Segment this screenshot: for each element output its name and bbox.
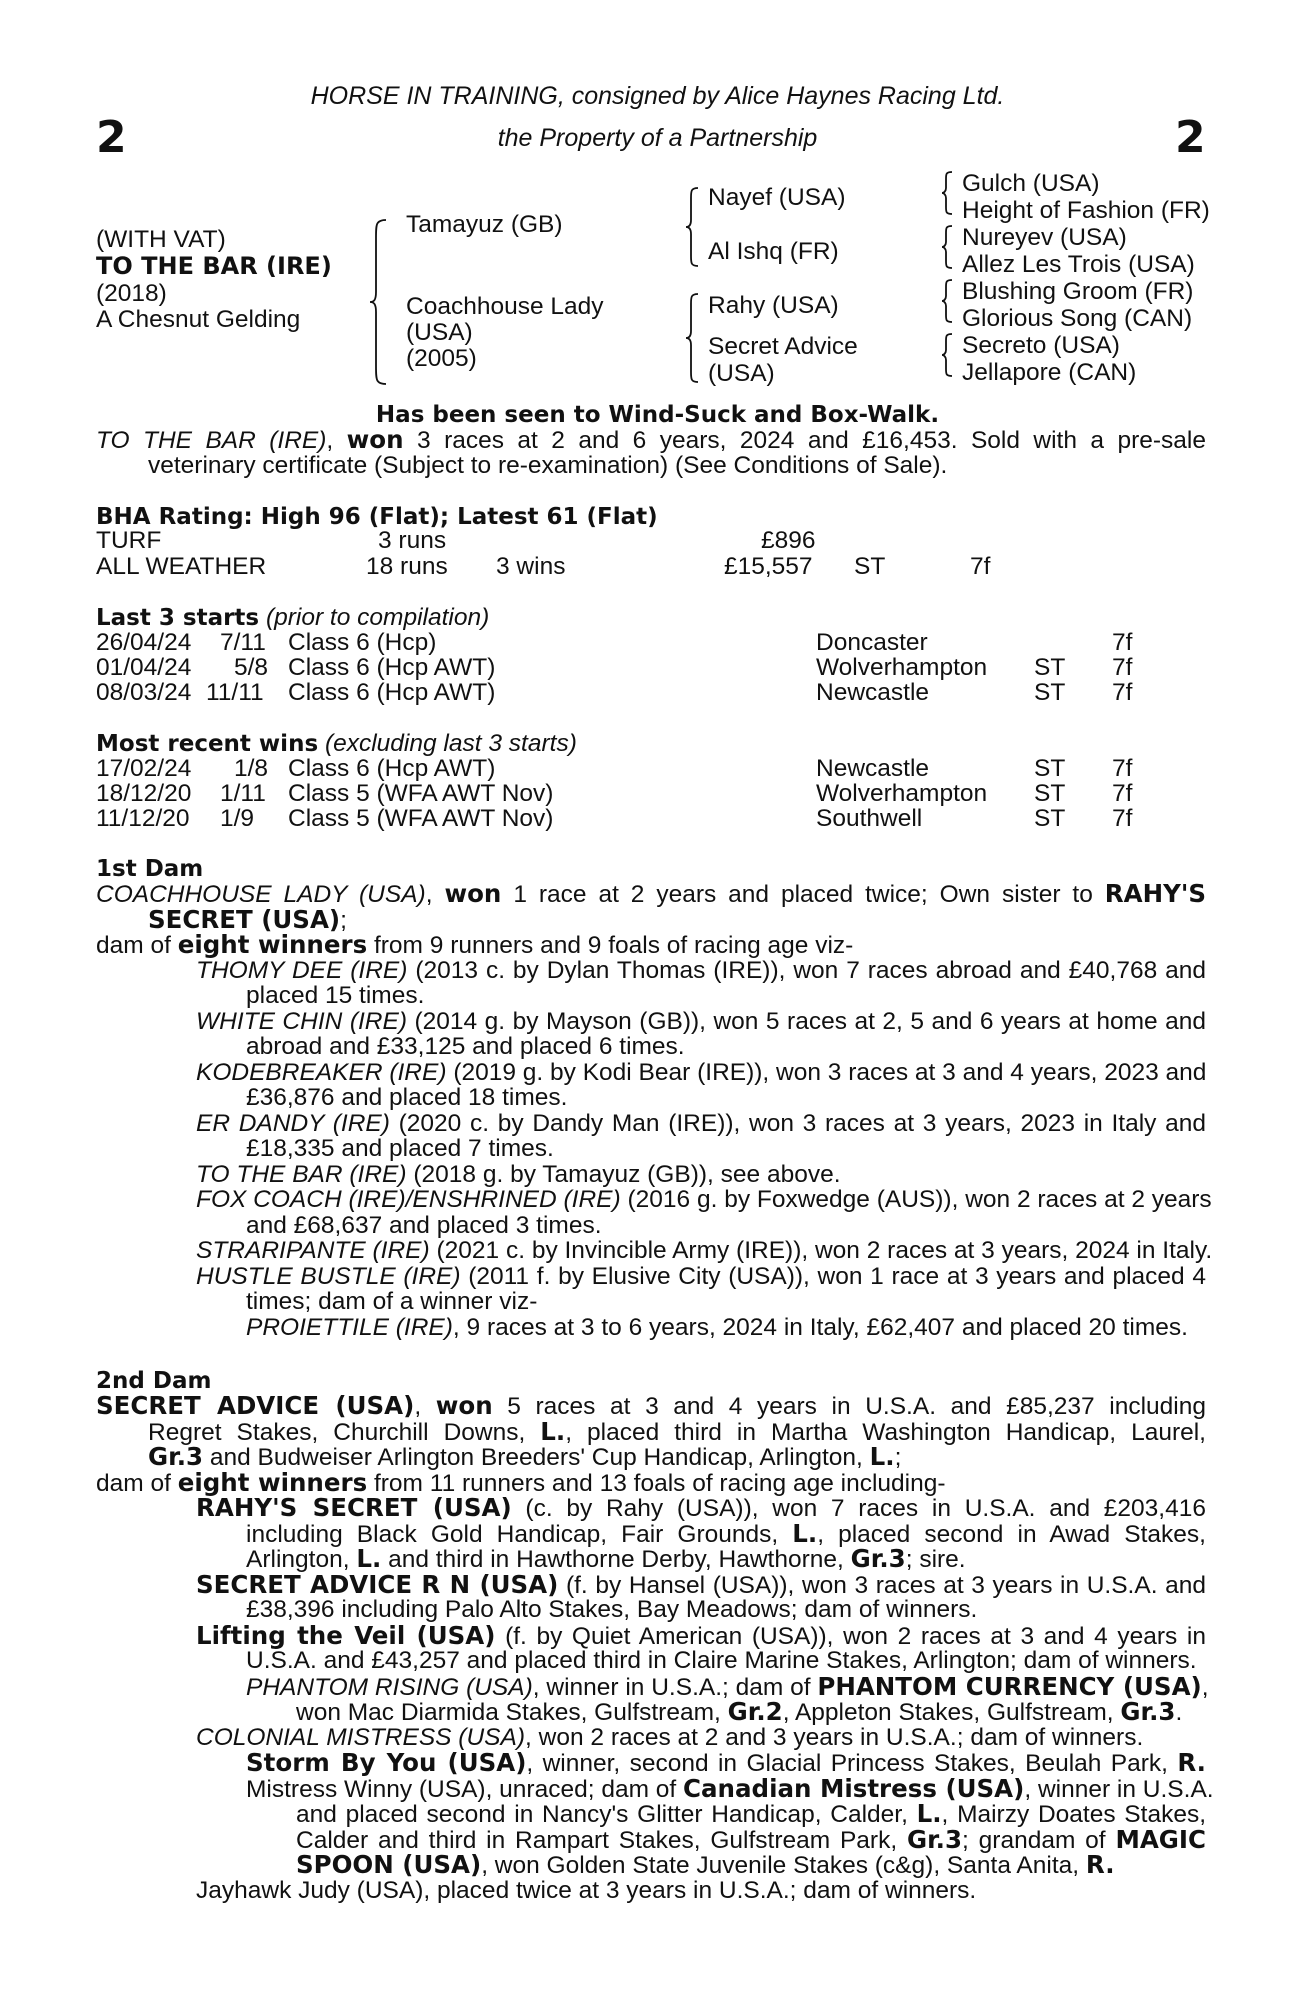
- progeny-line: [96, 1569, 1206, 1599]
- winners-count: eight winners: [177, 1467, 368, 1497]
- progeny-line: [96, 1620, 1206, 1650]
- listed-badge: L.: [869, 1442, 895, 1471]
- race-class: Class 5 (WFA AWT Nov): [288, 805, 554, 832]
- race-date: 26/04/24: [96, 629, 192, 656]
- pedigree-dam-line3: (2005): [406, 345, 477, 372]
- race-position: 1/9: [220, 805, 255, 832]
- text: (c. by Rahy (USA)), won 7 races in U.S.A. and £203,416: [525, 1495, 1206, 1522]
- race-course: Doncaster: [816, 629, 928, 656]
- text: and third in Hawthorne Derby, Hawthorne,: [388, 1546, 844, 1573]
- bha-surface: ALL WEATHER: [96, 553, 267, 580]
- text: from 11 runners and 13 foals of racing age including-: [373, 1469, 946, 1497]
- race-surface: ST: [1034, 654, 1066, 681]
- text: ;: [894, 1444, 902, 1471]
- pedigree-dam-line2: (USA): [406, 319, 473, 346]
- race-course: Southwell: [816, 805, 923, 832]
- race-class: Class 6 (Hcp AWT): [288, 755, 496, 782]
- race-class: Class 6 (Hcp AWT): [288, 679, 496, 706]
- bha-heading: BHA Rating: High 96 (Flat); Latest 61 (Flat): [96, 504, 658, 530]
- bha-dist: 7f: [970, 553, 991, 580]
- text: from 9 runners and 9 foals of racing age viz-: [373, 932, 854, 959]
- progeny-name: SPOON (USA): [296, 1850, 482, 1879]
- bha-runs: 18 runs: [366, 553, 448, 580]
- text: ,: [414, 1393, 422, 1420]
- horse-name-inline: TO THE BAR (IRE): [96, 427, 327, 454]
- progeny-line: [96, 1671, 1209, 1701]
- text: .: [1175, 1699, 1183, 1726]
- text: dam of: [96, 932, 171, 959]
- progeny-name: SECRET ADVICE R N (USA): [196, 1569, 559, 1599]
- progeny-line: £18,335 and placed 7 times.: [246, 1135, 554, 1162]
- sibling-name: SECRET (USA): [148, 904, 341, 934]
- progeny-name: PHANTOM RISING (USA): [246, 1673, 533, 1701]
- race-distance: 7f: [1112, 679, 1133, 706]
- progeny-line: [96, 1773, 1214, 1803]
- progeny-line: [96, 1186, 1212, 1213]
- first-dam-section: [96, 879, 1213, 1341]
- text: (2019 g. by Kodi Bear (IRE)), won 3 races at 3 and 4 years, 2023 and: [453, 1058, 1207, 1086]
- vet-notice: Has been seen to Wind-Suck and Box-Walk.: [375, 402, 940, 428]
- text: 1 race at 2 years and placed twice; Own sister to: [513, 881, 1093, 908]
- progeny-line: Jayhawk Judy (USA), placed twice at 3 years in U.S.A.; dam of winners.: [196, 1876, 977, 1904]
- race-position: 5/8: [234, 654, 269, 681]
- progeny-line: [96, 1315, 1206, 1341]
- progeny-line: [96, 1725, 1206, 1751]
- text: ; sire.: [905, 1546, 966, 1573]
- text: (2018 g. by Tamayuz (GB)), see above.: [413, 1160, 841, 1188]
- progeny-line: £38,396 including Palo Alto Stakes, Bay Meadows; dam of winners.: [246, 1596, 978, 1623]
- progeny-line: times; dam of a winner viz-: [246, 1288, 538, 1315]
- recent-heading-row: [96, 730, 577, 758]
- text: , Appleton Stakes, Gulfstream,: [782, 1699, 1114, 1726]
- progeny-line: [96, 1750, 1206, 1776]
- bha-row-aw: [96, 554, 1196, 580]
- progeny-line: U.S.A. and £43,257 and placed third in Claire Marine Stakes, Arlington; dam of winners.: [246, 1647, 1197, 1674]
- progeny-line: [96, 1518, 1206, 1548]
- pedigree-sire-dam: Al Ishq (FR): [708, 238, 839, 265]
- text: , won 2 races at 2 and 3 years in U.S.A.; dam of winners.: [525, 1723, 1144, 1751]
- winners-count: eight winners: [177, 930, 368, 959]
- bha-runs: 3 runs: [378, 527, 447, 554]
- listed-badge: L.: [540, 1416, 566, 1446]
- bha-wins: 3 wins: [496, 553, 566, 580]
- progeny-line: [96, 1009, 1206, 1035]
- race-date: 08/03/24: [96, 679, 192, 706]
- progeny-line: [96, 1060, 1206, 1086]
- listed-badge: L.: [356, 1544, 382, 1573]
- pedigree-brace-sire: [684, 186, 700, 268]
- pedigree-dsd: Glorious Song (CAN): [962, 305, 1193, 332]
- race-surface: ST: [1034, 780, 1066, 807]
- progeny-name: KODEBREAKER (IRE): [196, 1058, 447, 1086]
- race-row: [96, 630, 1196, 656]
- progeny-line: [96, 958, 1206, 984]
- text: (f. by Hansel (USA)), won 3 races at 3 years in U.S.A. and: [565, 1571, 1206, 1599]
- progeny-name: ER DANDY (IRE): [196, 1109, 390, 1137]
- progeny-line: [96, 1264, 1206, 1290]
- text: Calder and third in Rampart Stakes, Gulfstream Park,: [296, 1826, 898, 1854]
- intro-paragraph: [96, 427, 1206, 478]
- text: Regret Stakes, Churchill Downs,: [148, 1418, 526, 1446]
- pedigree-sss: Gulch (USA): [962, 170, 1100, 197]
- dam-name: COACHHOUSE LADY (USA): [96, 881, 426, 908]
- progeny-name: PROIETTILE (IRE): [246, 1313, 453, 1341]
- progeny-line: [96, 1111, 1206, 1137]
- dam2-line: [96, 1444, 1206, 1470]
- race-distance: 7f: [1112, 755, 1133, 782]
- pedigree-sds: Nureyev (USA): [962, 224, 1127, 251]
- progeny-name: WHITE CHIN (IRE): [196, 1007, 407, 1035]
- property-line: the Property of a Partnership: [497, 124, 818, 152]
- pedigree-brace-sd: [940, 224, 954, 270]
- listed-badge: L.: [792, 1518, 818, 1548]
- bha-surface: TURF: [96, 527, 162, 554]
- bha-prize: £15,557: [724, 553, 813, 580]
- race-position: 7/11: [220, 629, 266, 656]
- progeny-line: and £68,637 and placed 3 times.: [246, 1211, 602, 1239]
- text: ,: [425, 881, 433, 908]
- pedigree-brace-dam: [684, 292, 700, 384]
- text: (f. by Quiet American (USA)), won 2 races at 3 and 4 years in: [505, 1622, 1206, 1650]
- text: , placed third in Martha Washington Handicap, Laurel,: [565, 1418, 1206, 1446]
- bha-row-turf: [96, 528, 1196, 554]
- vat-label: (WITH VAT): [96, 226, 226, 253]
- dam1-line: [96, 881, 1206, 907]
- progeny-name: Canadian Mistress (USA): [683, 1773, 1025, 1803]
- progeny-name: HUSTLE BUSTLE (IRE): [196, 1262, 461, 1290]
- intro-comma: ,: [326, 427, 334, 454]
- text: , placed second in Awad Stakes,: [817, 1520, 1206, 1548]
- race-course: Newcastle: [816, 755, 930, 782]
- race-date: 01/04/24: [96, 654, 192, 681]
- pedigree-brace-ss: [940, 170, 954, 216]
- race-date: 18/12/20: [96, 780, 192, 807]
- won-label: won: [346, 425, 404, 454]
- race-surface: ST: [1034, 755, 1066, 782]
- progeny-name: COLONIAL MISTRESS (USA): [196, 1723, 526, 1751]
- progeny-name: PHANTOM CURRENCY (USA): [817, 1671, 1202, 1701]
- text: ;: [340, 906, 347, 934]
- intro-text-1: 3 races at 2 and 6 years, 2024 and £16,453. Sold with a pre-sale: [417, 427, 1206, 454]
- progeny-line: abroad and £33,125 and placed 6 times.: [246, 1033, 685, 1060]
- pedigree-dam-dam-line1: Secret Advice: [708, 333, 858, 360]
- race-class: Class 6 (Hcp): [288, 629, 437, 656]
- win-row: [96, 806, 1196, 832]
- progeny-line: [96, 1495, 1206, 1521]
- dam-name: SECRET ADVICE (USA): [96, 1391, 415, 1420]
- text: and Budweiser Arlington Breeders' Cup Handicap, Arlington,: [209, 1444, 863, 1471]
- dam2-line: [96, 1416, 1206, 1446]
- text: ; grandam of: [962, 1826, 1106, 1854]
- won-label: won: [435, 1391, 493, 1420]
- last3-heading: Last 3 starts: [96, 605, 260, 631]
- pedigree-dss: Blushing Groom (FR): [962, 278, 1194, 305]
- pedigree-brace-ds: [940, 278, 954, 324]
- dam1-line: [96, 904, 1206, 934]
- text: (2014 g. by Mayson (GB)), won 5 races at 2, 5 and 6 years at home and: [414, 1007, 1207, 1035]
- horse-name: TO THE BAR (IRE): [96, 252, 332, 280]
- progeny-line: [96, 1801, 1206, 1827]
- race-distance: 7f: [1112, 805, 1133, 832]
- sibling-name: RAHY'S: [1104, 879, 1207, 908]
- pedigree-ssd: Height of Fashion (FR): [962, 197, 1210, 224]
- pedigree-dam-sire: Rahy (USA): [708, 292, 839, 319]
- progeny-name: Lifting the Veil (USA): [196, 1620, 496, 1650]
- progeny-name: FOX COACH (IRE)/ENSHRINED (IRE): [196, 1186, 621, 1213]
- bha-prize: £896: [761, 527, 816, 554]
- won-label: won: [444, 879, 502, 908]
- progeny-line: [96, 1237, 1213, 1264]
- pedigree-brace-main: [368, 218, 388, 386]
- dam1-line: [96, 932, 1206, 958]
- text: won Mac Diarmida Stakes, Gulfstream,: [296, 1699, 721, 1726]
- listed-badge: L.: [916, 1799, 942, 1828]
- race-course: Newcastle: [816, 679, 930, 706]
- win-row: [96, 781, 1196, 807]
- race-row: [96, 680, 1196, 706]
- text: Mistress Winny (USA), unraced; dam of: [246, 1775, 677, 1803]
- grade-badge: Gr.2: [727, 1697, 783, 1726]
- first-dam-heading: 1st Dam: [96, 856, 204, 882]
- restricted-badge: R.: [1177, 1748, 1206, 1777]
- pedigree-sire-sire: Nayef (USA): [708, 184, 846, 211]
- progeny-name: MAGIC: [1115, 1824, 1206, 1854]
- race-distance: 7f: [1112, 654, 1133, 681]
- race-class: Class 6 (Hcp AWT): [288, 654, 496, 681]
- text: (2020 c. by Dandy Man (IRE)), won 3 races at 3 years, 2023 in Italy and: [398, 1109, 1206, 1137]
- restricted-badge: R.: [1085, 1850, 1115, 1879]
- text: , Mairzy Doates Stakes,: [941, 1801, 1206, 1828]
- horse-description: A Chesnut Gelding: [96, 306, 301, 333]
- race-date: 11/12/20: [96, 805, 190, 832]
- grade-badge: Gr.3: [850, 1544, 906, 1573]
- recent-heading: Most recent wins: [96, 731, 319, 757]
- text: , won Golden State Juvenile Stakes (c&g), Santa Anita,: [481, 1852, 1080, 1879]
- text: dam of: [96, 1469, 171, 1497]
- dam2-line: [96, 1467, 1206, 1497]
- grade-badge: Gr.3: [148, 1442, 204, 1471]
- race-distance: 7f: [1112, 629, 1133, 656]
- race-position: 1/11: [220, 780, 266, 807]
- pedigree-sire: Tamayuz (GB): [406, 211, 563, 238]
- text: , 9 races at 3 to 6 years, 2024 in Italy, £62,407 and placed 20 times.: [452, 1313, 1188, 1341]
- grade-badge: Gr.3: [906, 1824, 963, 1854]
- progeny-line: [96, 1852, 1206, 1878]
- race-position: 1/8: [234, 755, 269, 782]
- race-class: Class 5 (WFA AWT Nov): [288, 780, 554, 807]
- win-row: [96, 756, 1196, 782]
- horse-year: (2018): [96, 280, 167, 307]
- text: 5 races at 3 and 4 years in U.S.A. and £85,237 including: [507, 1393, 1206, 1420]
- text: including Black Gold Handicap, Fair Grounds,: [246, 1520, 779, 1548]
- progeny-line: placed 15 times.: [246, 982, 425, 1009]
- progeny-line: [96, 1699, 1206, 1725]
- progeny-line: [96, 1162, 1206, 1188]
- text: Arlington,: [246, 1546, 350, 1573]
- race-date: 17/02/24: [96, 755, 192, 782]
- progeny-name: RAHY'S SECRET (USA): [196, 1493, 512, 1522]
- text: , winner in U.S.A.: [1024, 1775, 1214, 1803]
- text: (2013 c. by Dylan Thomas (IRE)), won 7 races abroad and £40,768 and: [415, 956, 1207, 984]
- dam2-line: [96, 1393, 1206, 1419]
- race-course: Wolverhampton: [816, 780, 988, 807]
- text: and placed second in Nancy's Glitter Handicap, Calder,: [296, 1801, 908, 1828]
- second-dam-section: [96, 1391, 1214, 1904]
- last3-note: (prior to compilation): [265, 604, 490, 631]
- race-position: 11/11: [206, 679, 264, 706]
- second-dam-heading: 2nd Dam: [96, 1368, 212, 1394]
- progeny-name: Storm By You (USA): [246, 1748, 527, 1777]
- pedigree-dds: Secreto (USA): [962, 332, 1120, 359]
- intro-line-2: veterinary certificate (Subject to re-examination) (See Conditions of Sale).: [148, 451, 948, 479]
- intro-line-1: [96, 427, 1206, 453]
- text: , winner, second in Glacial Princess Stakes, Beulah Park,: [526, 1750, 1168, 1777]
- text: (2011 f. by Elusive City (USA)), won 1 race at 3 years and placed 4: [468, 1262, 1206, 1290]
- progeny-name: TO THE BAR (IRE): [196, 1160, 407, 1188]
- pedigree-ddd: Jellapore (CAN): [962, 359, 1137, 386]
- text: (2016 g. by Foxwedge (AUS)), won 2 races at 2 years: [627, 1186, 1212, 1213]
- text: , winner in U.S.A.; dam of: [532, 1673, 811, 1701]
- pedigree-dam-dam-line2: (USA): [708, 360, 775, 387]
- race-surface: ST: [1034, 679, 1066, 706]
- bha-track: ST: [854, 553, 886, 580]
- pedigree-sdd: Allez Les Trois (USA): [962, 251, 1195, 278]
- progeny-name: STRARIPANTE (IRE): [196, 1237, 430, 1264]
- race-row: [96, 655, 1196, 681]
- progeny-line: [96, 1824, 1206, 1854]
- last3-heading-row: [96, 604, 489, 632]
- grade-badge: Gr.3: [1120, 1697, 1176, 1726]
- race-course: Wolverhampton: [816, 654, 988, 681]
- pedigree-dam-line1: Coachhouse Lady: [406, 293, 604, 320]
- lot-number-left: 2: [96, 112, 127, 163]
- lot-number-right: 2: [1175, 112, 1206, 163]
- consignor-line: HORSE IN TRAINING, consigned by Alice Haynes Racing Ltd.: [310, 82, 1005, 110]
- race-surface: ST: [1034, 805, 1066, 832]
- progeny-name: THOMY DEE (IRE): [196, 956, 408, 984]
- text: ,: [1201, 1673, 1209, 1701]
- recent-note: (excluding last 3 starts): [324, 730, 577, 757]
- progeny-line: £36,876 and placed 18 times.: [246, 1084, 568, 1111]
- race-distance: 7f: [1112, 780, 1133, 807]
- progeny-line: [96, 1546, 1206, 1572]
- pedigree-brace-dd: [940, 332, 954, 378]
- text: (2021 c. by Invincible Army (IRE)), won 2 races at 3 years, 2024 in Italy.: [436, 1237, 1213, 1264]
